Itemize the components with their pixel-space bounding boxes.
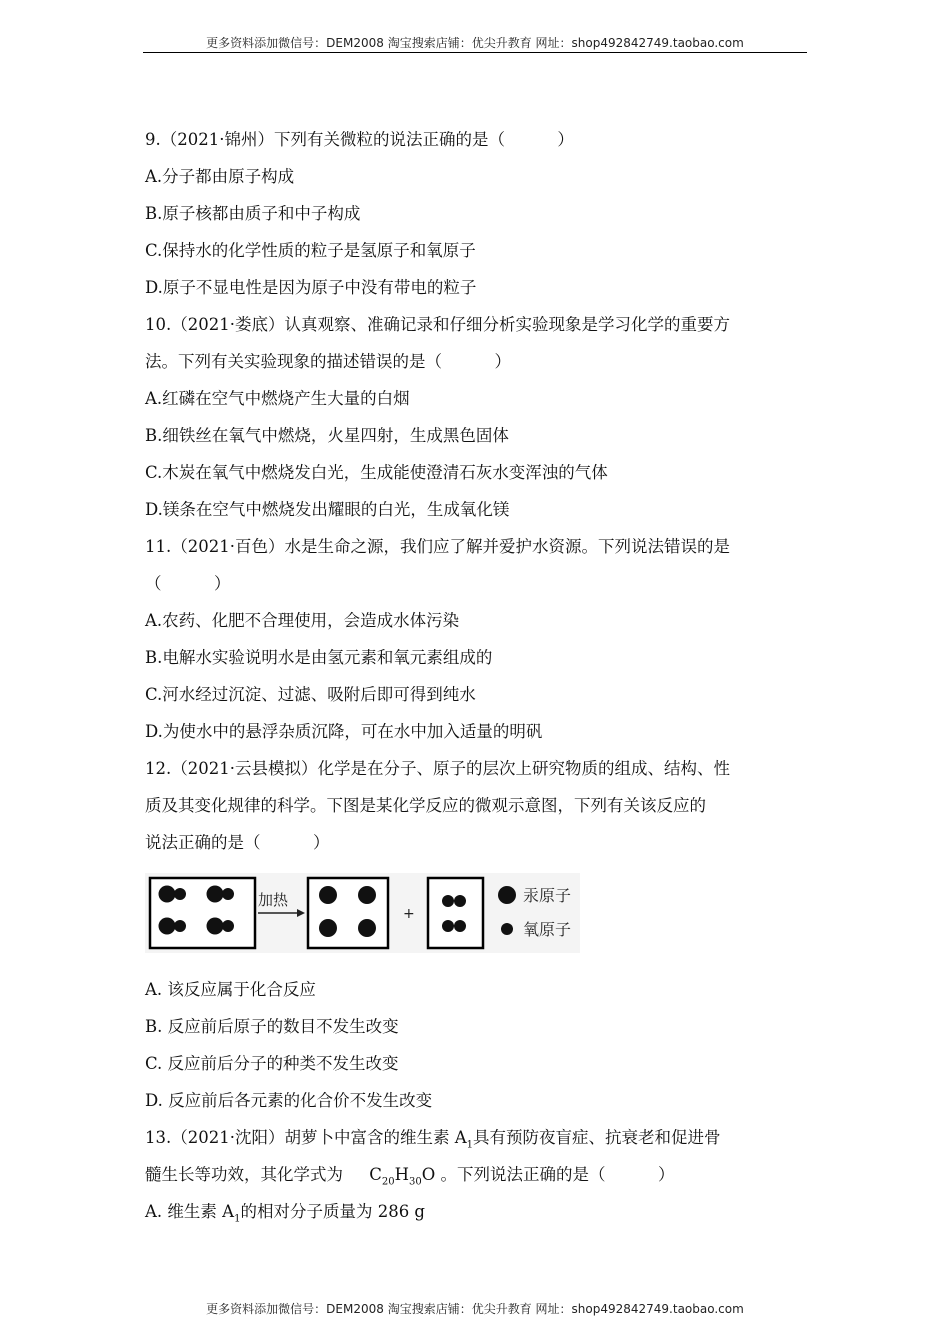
q13-stem2-text: 髓生长等功效，其化学式为 C: [145, 1165, 382, 1184]
legend-oxygen-symbol: [501, 923, 513, 935]
legend-mercury-symbol: [498, 886, 516, 904]
q10-option-d: D.镁条在空气中燃烧发出耀眼的白光，生成氧化镁: [145, 500, 510, 519]
q10-stem-line2: 法。下列有关实验现象的描述错误的是（ ）: [145, 352, 511, 371]
subscript: 30: [408, 1176, 422, 1188]
q9-option-b: B.原子核都由质子和中子构成: [145, 204, 361, 223]
q13-stem1-text-cont: 具有预防夜盲症、抗衰老和促进骨: [473, 1128, 721, 1147]
reaction-micro-diagram: [145, 873, 580, 953]
q10-stem-line1: 10.（2021·娄底）认真观察、准确记录和仔细分析实验现象是学习化学的重要方: [145, 315, 730, 334]
q11-stem-line1: 11.（2021·百色）水是生命之源，我们应了解并爱护水资源。下列说法错误的是: [145, 537, 730, 556]
formula-h: H: [394, 1165, 409, 1184]
q9-option-a: A.分子都由原子构成: [145, 167, 295, 186]
q12-option-d: D. 反应前后各元素的化合价不发生改变: [145, 1091, 433, 1110]
q12-option-b: B. 反应前后原子的数目不发生改变: [145, 1017, 399, 1036]
header-divider: [143, 52, 807, 53]
q11-option-d: D.为使水中的悬浮杂质沉降，可在水中加入适量的明矾: [145, 722, 543, 741]
q13-stem-line1: [145, 1119, 810, 1156]
plus-sign: +: [403, 906, 415, 922]
q10-option-b: B.细铁丝在氧气中燃烧，火星四射，生成黑色固体: [145, 426, 509, 445]
q9-option-d: D.原子不显电性是因为原子中没有带电的粒子: [145, 278, 477, 297]
subscript: 1: [466, 1139, 474, 1151]
q11-stem-line2: （ ）: [145, 574, 231, 593]
q9-option-c: C.保持水的化学性质的粒子是氢原子和氧原子: [145, 241, 476, 260]
subscript: 20: [381, 1176, 395, 1188]
product-oxygen-box: [428, 878, 483, 948]
legend-mercury-label: 汞原子: [523, 886, 572, 905]
q13-option-a-text-cont: 的相对分子质量为 286 g: [240, 1202, 425, 1221]
q12-stem-line2: 质及其变化规律的科学。下图是某化学反应的微观示意图，下列有关该反应的: [145, 796, 706, 815]
arrow-label: 加热: [258, 891, 289, 909]
subscript: 1: [234, 1213, 241, 1225]
q10-option-a: A.红磷在空气中燃烧产生大量的白烟: [145, 389, 410, 408]
page-header: 更多资料添加微信号：DEM2008 淘宝搜索店铺：优尖升教育 网址：shop492842749.taobao.com: [206, 36, 744, 50]
q13-option-a-text: A. 维生素 A: [145, 1202, 235, 1221]
q13-option-a: [145, 1193, 810, 1230]
q10-option-c: C.木炭在氧气中燃烧发白光，生成能使澄清石灰水变浑浊的气体: [145, 463, 608, 482]
q13-stem-line2: [145, 1156, 810, 1193]
q11-option-b: B.电解水实验说明水是由氢元素和氧元素组成的: [145, 648, 493, 667]
q12-stem-line1: 12.（2021·云县模拟）化学是在分子、原子的层次上研究物质的组成、结构、性: [145, 759, 730, 778]
q13-stem1-text: 13.（2021·沈阳）胡萝卜中富含的维生素 A: [145, 1128, 467, 1147]
question-list: [145, 121, 810, 1230]
q9-stem: 9.（2021·锦州）下列有关微粒的说法正确的是（ ）: [145, 130, 574, 149]
product-mercury-box: [308, 878, 388, 948]
legend-oxygen-label: 氧原子: [523, 920, 572, 939]
page-footer: 更多资料添加微信号：DEM2008 淘宝搜索店铺：优尖升教育 网址：shop492842749.taobao.com: [206, 1302, 744, 1316]
q12-option-c: C. 反应前后分子的种类不发生改变: [145, 1054, 399, 1073]
q11-option-c: C.河水经过沉淀、过滤、吸附后即可得到纯水: [145, 685, 476, 704]
q12-option-a: A. 该反应属于化合反应: [145, 980, 316, 999]
q13-stem2-text-cont: O 。下列说法正确的是（ ）: [421, 1165, 675, 1184]
q12-stem-line3: 说法正确的是（ ）: [145, 833, 330, 852]
q11-option-a: A.农药、化肥不合理使用，会造成水体污染: [145, 611, 460, 630]
